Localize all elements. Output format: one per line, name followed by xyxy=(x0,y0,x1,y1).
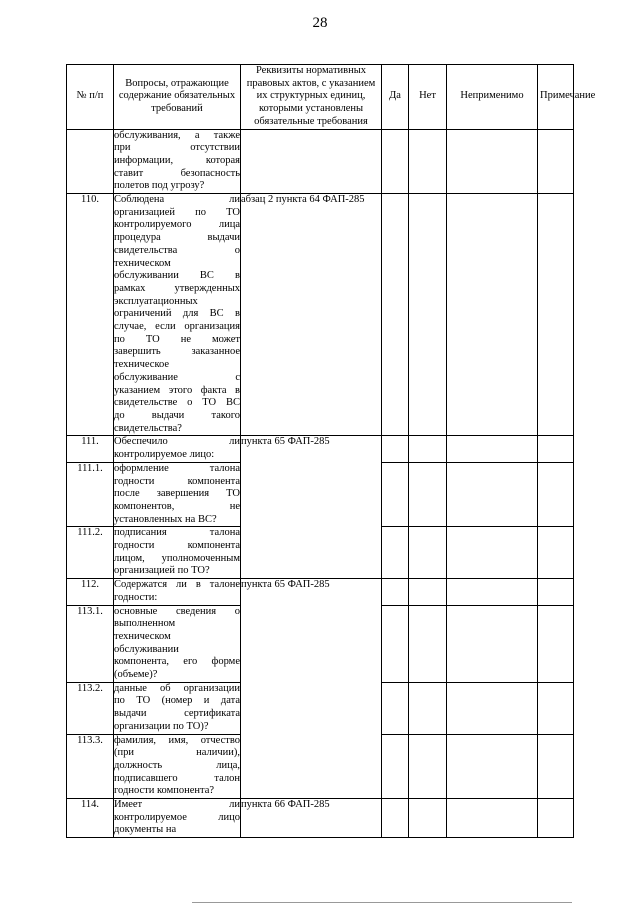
question-line: выдачи сертификата xyxy=(114,708,240,720)
question-line: компонента, его форме xyxy=(114,656,240,668)
cell-na[interactable] xyxy=(447,462,538,527)
question-line: годности компонента? xyxy=(114,785,215,797)
cell-yes[interactable] xyxy=(382,462,409,527)
question-line: установленных на ВС? xyxy=(114,513,217,525)
question-line: указанием этого факта в xyxy=(114,384,240,396)
cell-yes[interactable] xyxy=(382,605,409,682)
row-question xyxy=(114,436,241,462)
cell-no[interactable] xyxy=(409,605,447,682)
row-number: 113.1. xyxy=(67,605,114,682)
row-question xyxy=(114,579,241,605)
header-na: Неприменимо xyxy=(447,65,538,130)
question-line: документы на xyxy=(114,824,177,836)
row-requisites: пункта 65 ФАП-285 xyxy=(241,579,382,799)
cell-no[interactable] xyxy=(409,734,447,799)
row-number: 113.3. xyxy=(67,734,114,799)
row-requisites xyxy=(241,129,382,194)
cell-no[interactable] xyxy=(409,682,447,734)
cell-note[interactable] xyxy=(538,734,574,799)
question-line: Имеет ли xyxy=(114,799,240,811)
question-line: обслуживании ВС в xyxy=(114,270,240,282)
question-line: ограничений для ВС в xyxy=(114,308,240,320)
question-line: фамилия, имя, отчество xyxy=(114,734,240,746)
cell-no[interactable] xyxy=(409,527,447,579)
question-line: по ТО не может xyxy=(114,333,240,345)
cell-note[interactable] xyxy=(538,682,574,734)
cell-na[interactable] xyxy=(447,436,538,462)
question-line: обслуживании xyxy=(114,643,179,655)
cell-na[interactable] xyxy=(447,194,538,436)
cell-note[interactable] xyxy=(538,605,574,682)
cell-no[interactable] xyxy=(409,129,447,194)
table-row xyxy=(67,129,574,194)
header-question: Вопросы, отражающие содержание обязательных требований xyxy=(114,65,241,130)
requirements-table xyxy=(66,64,596,838)
cell-note[interactable] xyxy=(538,129,574,194)
cell-note[interactable] xyxy=(538,799,574,838)
row-number: 111. xyxy=(67,436,114,462)
question-line: свидетельства? xyxy=(114,422,182,434)
question-line: Содержатся ли в талоне xyxy=(114,579,240,591)
table-row xyxy=(67,436,574,462)
question-line: эксплуатационных xyxy=(114,295,198,307)
row-requisites: пункта 65 ФАП-285 xyxy=(241,436,382,579)
row-requisites: пункта 66 ФАП-285 xyxy=(241,799,382,838)
cell-yes[interactable] xyxy=(382,579,409,605)
question-line: свидетельстве о ТО ВС xyxy=(114,397,240,409)
cell-yes[interactable] xyxy=(382,527,409,579)
question-line: процедура выдачи xyxy=(114,232,240,244)
cell-no[interactable] xyxy=(409,799,447,838)
question-line: выполненном xyxy=(114,618,176,630)
row-question xyxy=(114,129,241,194)
cell-yes[interactable] xyxy=(382,682,409,734)
row-question xyxy=(114,462,241,527)
row-requisites: абзац 2 пункта 64 ФАП-285 xyxy=(241,194,382,436)
question-line: при отсутствии xyxy=(114,142,240,154)
cell-yes[interactable] xyxy=(382,734,409,799)
table-body xyxy=(67,129,574,838)
row-number: 113.2. xyxy=(67,682,114,734)
header-no: Нет xyxy=(409,65,447,130)
cell-na[interactable] xyxy=(447,129,538,194)
header-requisites: Реквизиты нормативных правовых актов, с указанием их структурных единиц, которыми установлены обязательные требования xyxy=(241,65,382,130)
question-line: (при наличии), xyxy=(114,747,240,759)
table-header-row xyxy=(67,65,574,130)
cell-yes[interactable] xyxy=(382,129,409,194)
cell-na[interactable] xyxy=(447,682,538,734)
cell-no[interactable] xyxy=(409,462,447,527)
page-number: 28 xyxy=(312,15,328,31)
question-line: по ТО (номер и дата xyxy=(114,695,240,707)
row-question xyxy=(114,527,241,579)
question-line: информации, которая xyxy=(114,154,240,166)
question-line: годности компонента xyxy=(114,540,240,552)
question-line: рамках утвержденных xyxy=(114,282,240,294)
question-line: компонентов, не xyxy=(114,500,240,512)
question-line: подписания талона xyxy=(114,527,240,539)
row-number: 111.1. xyxy=(67,462,114,527)
question-line: контролируемое лицо xyxy=(114,811,240,823)
cell-note[interactable] xyxy=(538,194,574,436)
question-line: контролируемого лица xyxy=(114,219,240,231)
cell-na[interactable] xyxy=(447,799,538,838)
row-question xyxy=(114,194,241,436)
cell-note[interactable] xyxy=(538,462,574,527)
cell-yes[interactable] xyxy=(382,799,409,838)
question-line: техническом xyxy=(114,257,171,269)
cell-note[interactable] xyxy=(538,436,574,462)
row-number: 111.2. xyxy=(67,527,114,579)
row-question xyxy=(114,734,241,799)
question-line: организацией по ТО xyxy=(114,206,240,218)
question-line: оформление талона xyxy=(114,462,240,474)
question-line: обслуживание с xyxy=(114,371,240,383)
question-line: техническое xyxy=(114,359,170,371)
question-line: данные об организации xyxy=(114,682,240,694)
question-line: лицом, уполномоченным xyxy=(114,552,240,564)
question-line: организацией по ТО? xyxy=(114,565,210,577)
table-row xyxy=(67,194,574,436)
page-bottom-rule xyxy=(192,902,572,903)
question-line: годности компонента xyxy=(114,475,240,487)
question-line: подписавшего талон xyxy=(114,772,240,784)
row-number xyxy=(67,129,114,194)
question-line: после завершения ТО xyxy=(114,488,240,500)
row-question xyxy=(114,682,241,734)
question-line: ставит безопасность xyxy=(114,167,240,179)
row-number: 110. xyxy=(67,194,114,436)
header-note: Примечание xyxy=(538,65,574,130)
cell-no[interactable] xyxy=(409,579,447,605)
question-line: Обеспечило ли xyxy=(114,436,240,448)
question-line: организации по ТО)? xyxy=(114,720,209,732)
question-line: годности: xyxy=(114,591,158,603)
cell-yes[interactable] xyxy=(382,194,409,436)
table-row xyxy=(67,579,574,605)
row-number: 114. xyxy=(67,799,114,838)
header-yes: Да xyxy=(382,65,409,130)
question-line: случае, если организация xyxy=(114,321,240,333)
question-line: (объеме)? xyxy=(114,669,158,681)
question-line: обслуживания, а также xyxy=(114,129,240,141)
cell-na[interactable] xyxy=(447,605,538,682)
cell-na[interactable] xyxy=(447,734,538,799)
cell-na[interactable] xyxy=(447,579,538,605)
cell-no[interactable] xyxy=(409,194,447,436)
question-line: Соблюдена ли xyxy=(114,194,240,206)
question-line: техническом xyxy=(114,630,171,642)
question-line: до выдачи такого xyxy=(114,409,240,421)
cell-note[interactable] xyxy=(538,579,574,605)
row-question xyxy=(114,799,241,838)
question-line: контролируемое лицо: xyxy=(114,449,215,461)
question-line: должность лица, xyxy=(114,759,240,771)
question-line: основные сведения о xyxy=(114,605,240,617)
cell-na[interactable] xyxy=(447,527,538,579)
question-line: завершить заказанное xyxy=(114,346,240,358)
row-number: 112. xyxy=(67,579,114,605)
cell-note[interactable] xyxy=(538,527,574,579)
row-question xyxy=(114,605,241,682)
question-line: полетов под угрозу? xyxy=(114,180,205,192)
cell-no[interactable] xyxy=(409,436,447,462)
table-row xyxy=(67,799,574,838)
cell-yes[interactable] xyxy=(382,436,409,462)
header-num: № п/п xyxy=(67,65,114,130)
question-line: свидетельства о xyxy=(114,244,240,256)
